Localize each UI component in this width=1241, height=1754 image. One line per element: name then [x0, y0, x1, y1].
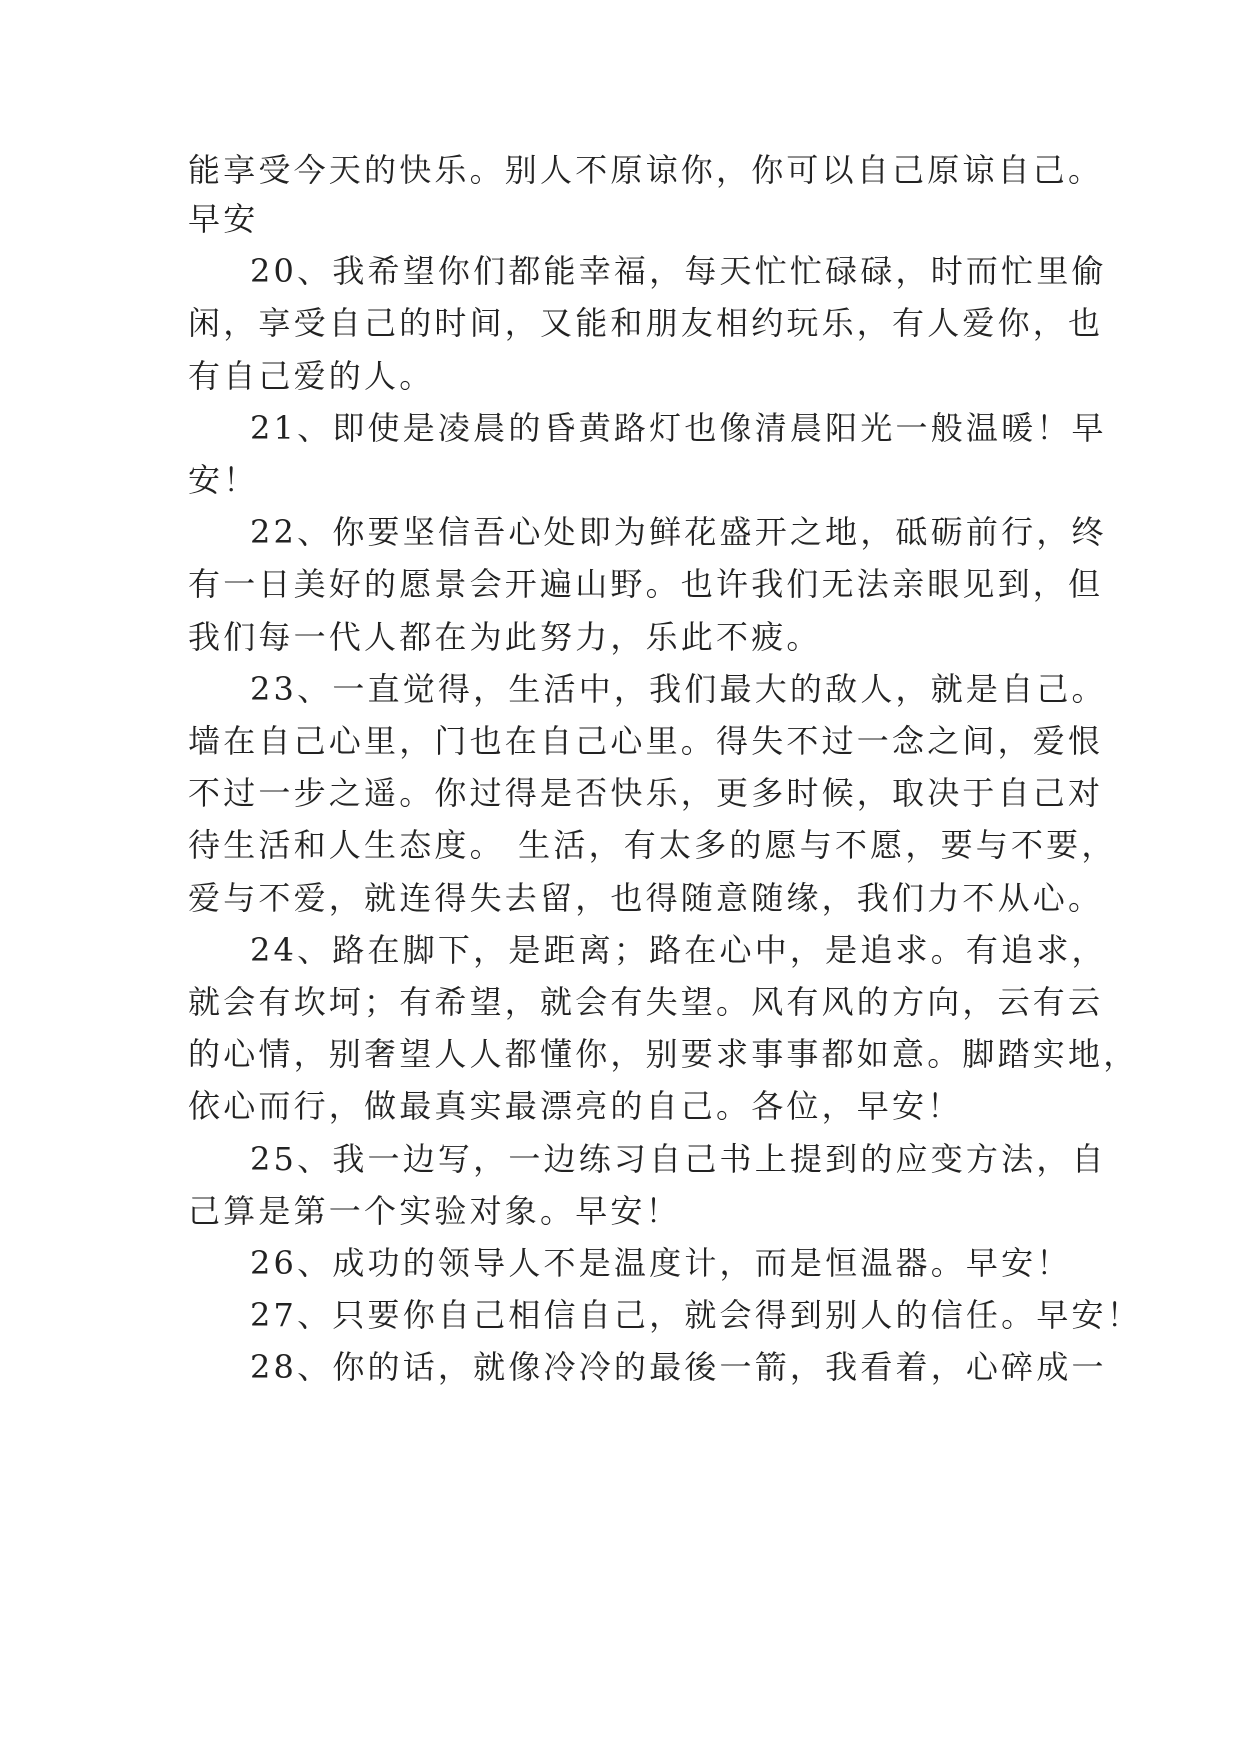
text-line: 早安	[188, 200, 259, 238]
text-line: 爱与不爱，就连得失去留，也得随意随缘，我们力不从心。	[188, 879, 1104, 917]
text-line: 墙在自己心里，门也在自己心里。得失不过一念之间，爱恨	[188, 722, 1104, 760]
text-line: 不过一步之遥。你过得是否快乐，更多时候，取决于自己对	[188, 774, 1104, 812]
text-line: 有自己爱的人。	[188, 357, 435, 395]
paragraph-22-line: 22、你要坚信吾心处即为鲜花盛开之地，砥砺前行，终	[250, 513, 1107, 551]
paragraph-27-line: 27、只要你自己相信自己，就会得到别人的信任。早安！	[250, 1296, 1142, 1334]
text-line: 有一日美好的愿景会开遍山野。也许我们无法亲眼见到，但	[188, 565, 1104, 603]
text-line: 能享受今天的快乐。别人不原谅你，你可以自己原谅自己。	[188, 151, 1104, 189]
paragraph-23-line: 23、一直觉得，生活中，我们最大的敌人，就是自己。	[250, 670, 1107, 708]
text-line: 的心情，别奢望人人都懂你，别要求事事都如意。脚踏实地，	[188, 1035, 1139, 1073]
text-line: 就会有坎坷；有希望，就会有失望。风有风的方向，云有云	[188, 983, 1104, 1021]
text-line: 我们每一代人都在为此努力，乐此不疲。	[188, 618, 822, 656]
paragraph-21-line: 21、即使是凌晨的昏黄路灯也像清晨阳光一般温暖！早	[250, 409, 1107, 447]
paragraph-26-line: 26、成功的领导人不是温度计，而是恒温器。早安！	[250, 1244, 1072, 1282]
paragraph-25-line: 25、我一边写，一边练习自己书上提到的应变方法，自	[250, 1140, 1107, 1178]
text-line: 安！	[188, 461, 259, 499]
text-line: 闲，享受自己的时间，又能和朋友相约玩乐，有人爱你，也	[188, 304, 1104, 342]
text-line: 待生活和人生态度。 生活，有太多的愿与不愿，要与不要，	[188, 826, 1117, 864]
paragraph-24-line: 24、路在脚下，是距离；路在心中，是追求。有追求，	[250, 931, 1107, 969]
paragraph-28-line: 28、你的话，就像冷冷的最後一箭，我看着，心碎成一	[250, 1348, 1107, 1386]
paragraph-20-line: 20、我希望你们都能幸福，每天忙忙碌碌，时而忙里偷	[250, 252, 1107, 290]
text-line: 己算是第一个实验对象。早安！	[188, 1192, 681, 1230]
text-line: 依心而行，做最真实最漂亮的自己。各位，早安！	[188, 1087, 963, 1125]
